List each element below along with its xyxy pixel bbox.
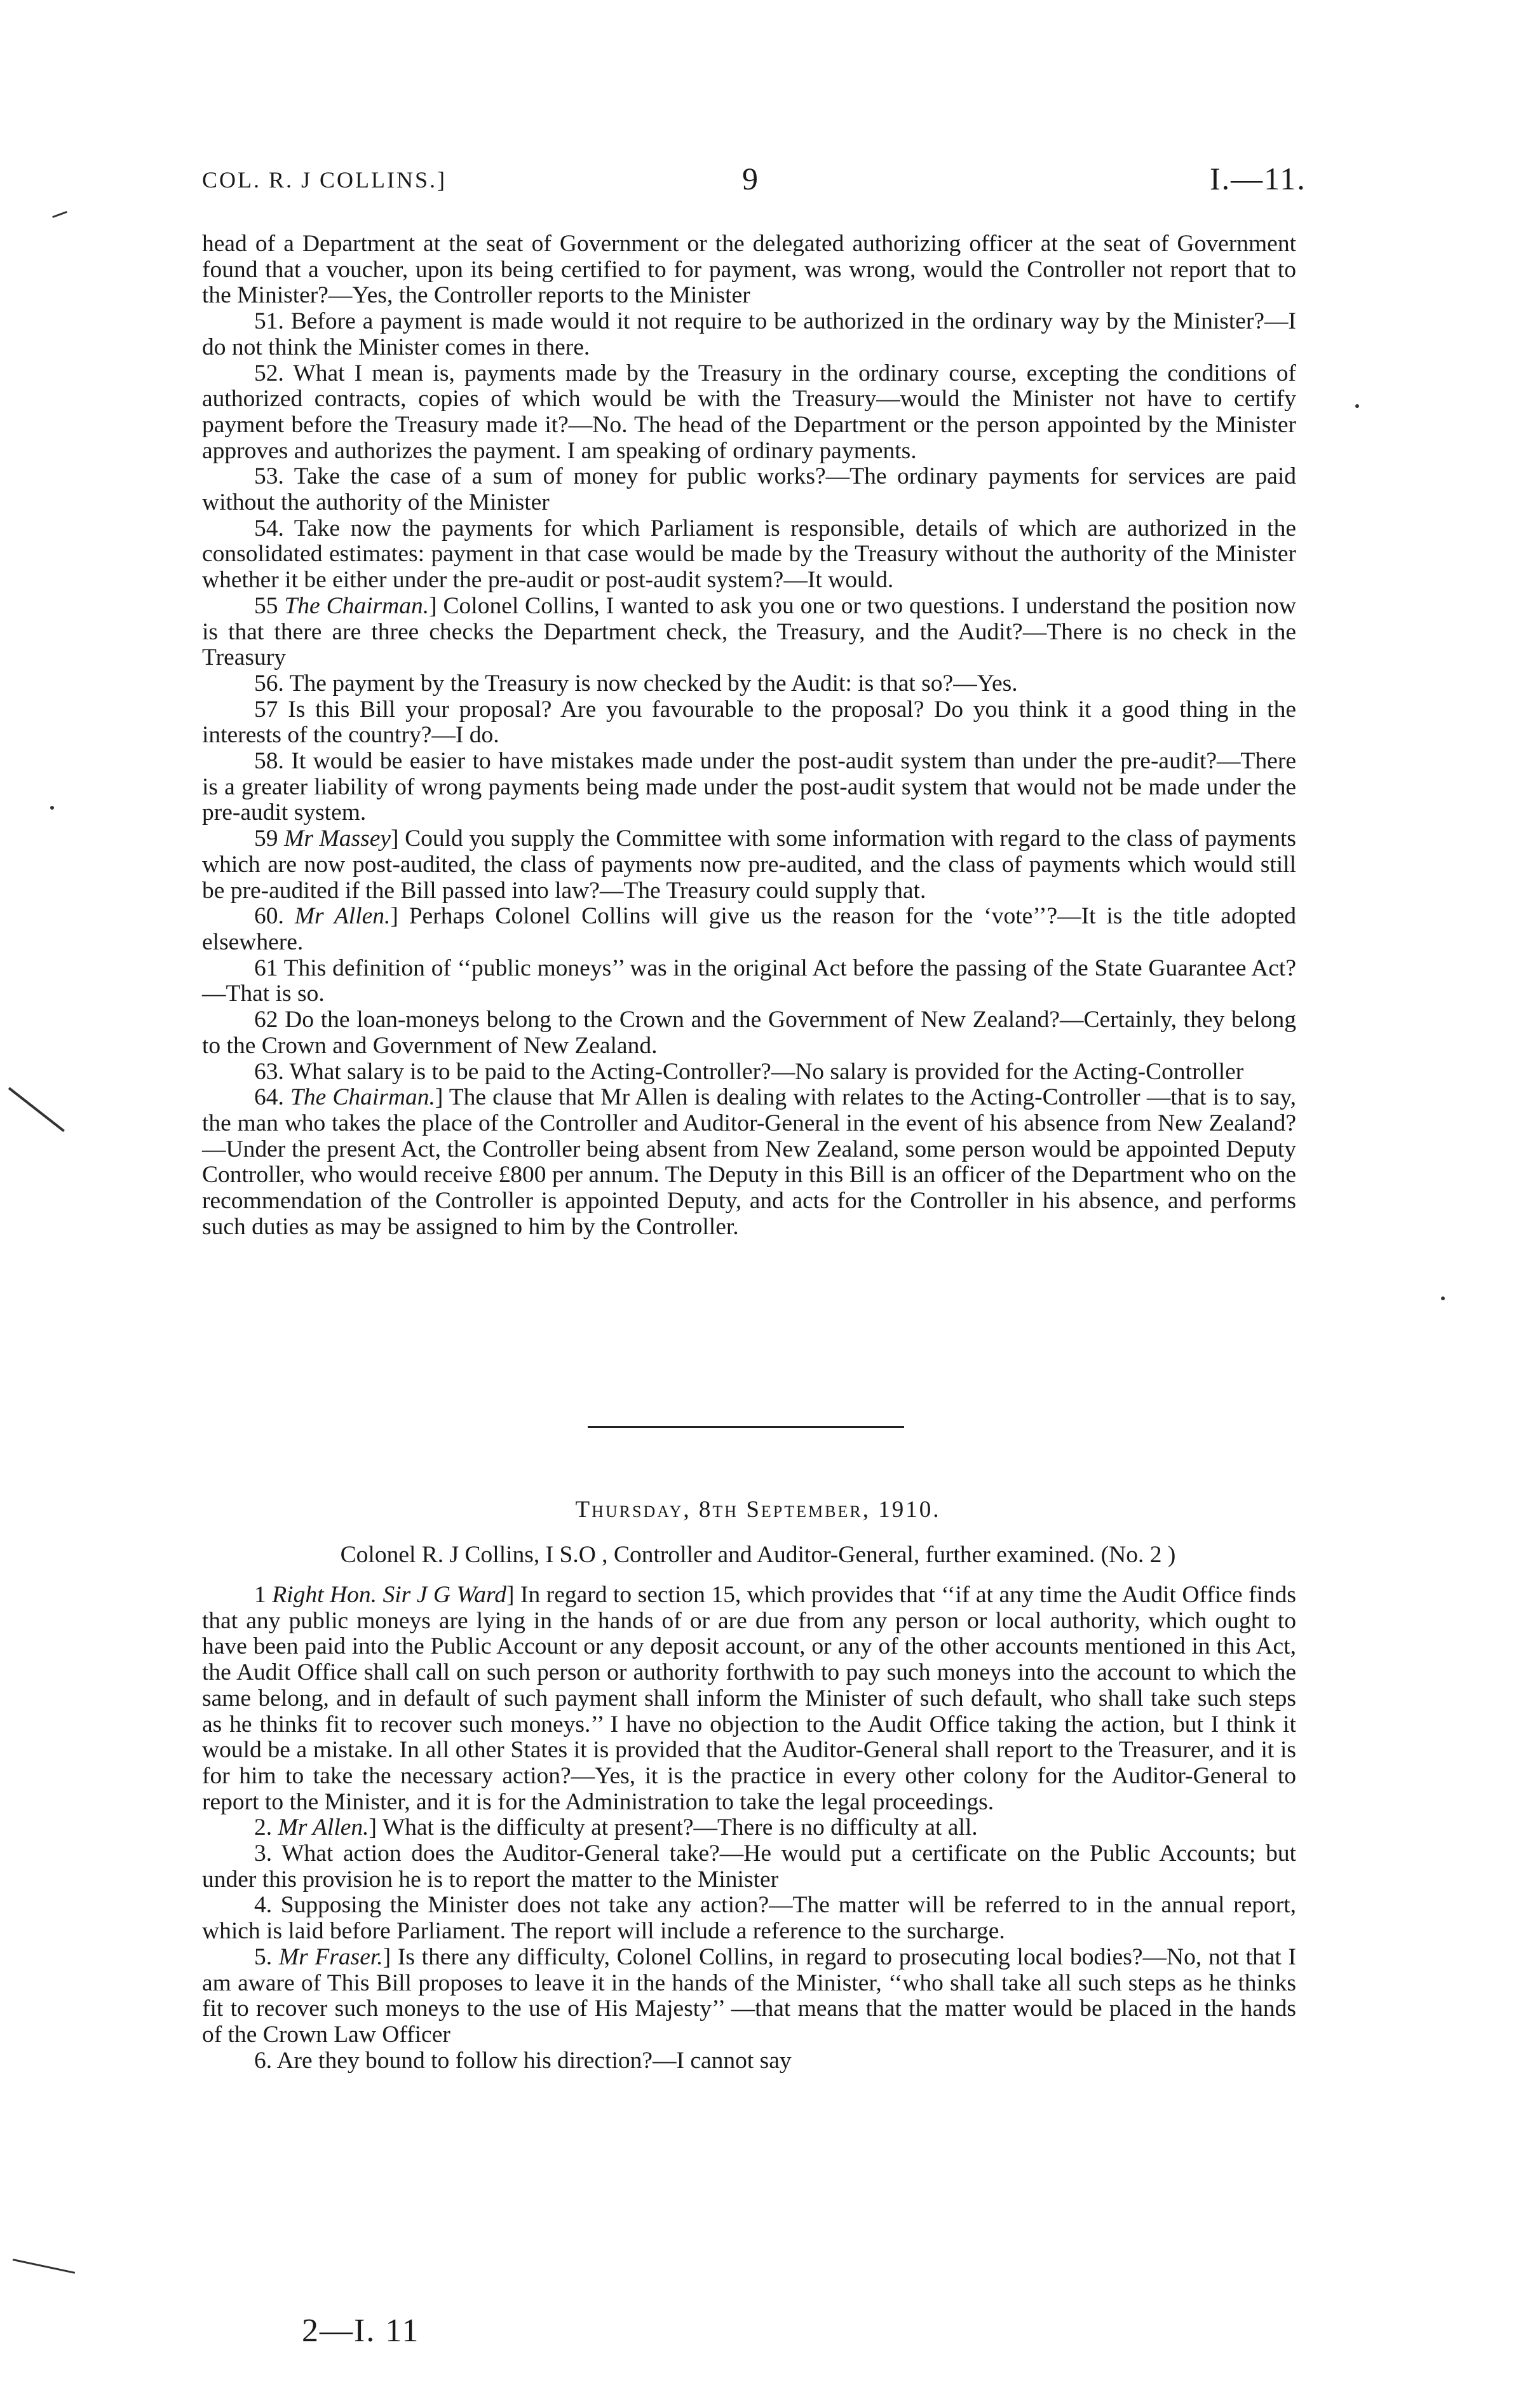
paragraph-text: This definition of ‘‘public moneys’’ was in the original Act before the passing of the State Guarantee Act?—That is so. [202, 955, 1296, 1007]
paragraph-text: What salary is to be paid to the Acting-Controller?—No salary is provided for the Acting-Controller [289, 1058, 1244, 1085]
question-paragraph [202, 1815, 1296, 1841]
question-paragraph [202, 749, 1296, 826]
paragraph-text: Are they bound to follow his direction?—I cannot say [276, 2047, 792, 2074]
question-number: 4. [254, 1892, 281, 1919]
question-paragraph [202, 464, 1296, 515]
scan-mark [1441, 1296, 1445, 1300]
section-divider [588, 1426, 904, 1428]
paragraph-text: ] What is the difficulty at present?—There is no difficulty at all. [369, 1814, 978, 1841]
paragraph-text: Do the loan-moneys belong to the Crown and the Government of New Zealand?—Certainly, they belong to the Crown and Government of New Zealand. [202, 1007, 1297, 1059]
question-number: 53. [254, 463, 294, 490]
speaker-name: Mr Allen. [278, 1814, 369, 1841]
question-paragraph [202, 904, 1296, 955]
speaker-name: Mr Fraser. [278, 1943, 383, 1970]
paragraph-text: Before a payment is made would it not require to be authorized in the ordinary way by the Minister?—I do not think the Minister comes in there. [202, 308, 1297, 360]
question-paragraph [202, 309, 1296, 360]
question-number: 63. [254, 1058, 290, 1085]
question-number: 1 [254, 1582, 273, 1608]
paragraph-text: ] Is there any difficulty, Colonel Collins, in regard to prosecuting local bodies?—No, not that I am aware of This Bill proposes to leave it in the hands of the Minister, ‘‘who shall take all such steps as he thinks fit to recover such moneys to the use of His Majesty’’ —that means that the matter would be placed in the hands of the Crown Law Officer [202, 1943, 1296, 2048]
paragraph-text: Take now the payments for which Parliament is responsible, details of which are authorized in the consolidated estimates: payment in that case would be made by the Treasury without the authority of the Minister whether it be either under the pre-audit or post-audit system?—It would. [202, 515, 1296, 594]
paragraph-text: What action does the Auditor-General take?—He would put a certificate on the Public Accounts; but under this provision he is to report the matter to the Minister [202, 1840, 1296, 1893]
question-paragraph [202, 1059, 1296, 1085]
paragraph-text: ] The clause that Mr Allen is dealing with relates to the Acting-Controller —that is to say, the man who takes the place of the Controller and Auditor-General in the event of his absence from New Zealand?—Under the present Act, the Controller being absent from New Zealand, some person would be appointed Deputy Controller, who would receive £800 per annum. The Deputy in this Bill is an officer of the Department who on the recommendation of the Controller is appointed Deputy, and acts for the Controller in his absence, and performs such duties as may be assigned to him by the Controller. [202, 1084, 1296, 1240]
question-paragraph [202, 231, 1296, 309]
paragraph-text: head of a Department at the seat of Government or the delegated authorizing officer at the seat of Government found that a voucher, upon its being certified to for payment, was wrong, would the Controller not report that to the Minister?—Yes, the Controller reports to the Minister [202, 231, 1296, 309]
paragraph-text: Take the case of a sum of money for public works?—The ordinary payments for services are paid without the authority of the Minister [202, 463, 1296, 516]
question-paragraph [202, 1893, 1296, 1944]
question-paragraph [202, 1085, 1296, 1240]
question-paragraph [202, 826, 1296, 904]
question-paragraph [202, 1007, 1296, 1059]
witness-line: Colonel R. J Collins, I S.O , Controller and Auditor-General, further examined. (No. 2 ) [340, 1542, 1176, 1568]
speaker-name: The Chairman. [284, 592, 430, 619]
question-paragraph [202, 1582, 1296, 1815]
question-number: 55 [254, 592, 285, 619]
scan-mark [52, 211, 67, 218]
paragraph-text: Is this Bill your proposal? Are you favourable to the proposal? Do you think it a good thing in the interests of the country?—I do. [202, 696, 1296, 749]
speaker-name: Mr Massey [284, 826, 391, 852]
date-heading: Thursday, 8th September, 1910. [575, 1497, 941, 1523]
scan-mark [13, 2259, 75, 2274]
paragraph-text: What I mean is, payments made by the Treasury in the ordinary course, excepting the conditions of authorized contracts, copies of which would be with the Treasury—would the Minister not have to certify payment before the Treasury made it?—No. The head of the Department or the person appointed by the Minister approves and authorizes the payment. I am speaking of ordinary payments. [202, 360, 1296, 464]
question-number: 6. [254, 2047, 277, 2074]
paragraph-text: ] Could you supply the Committee with some information with regard to the class of payments which are now post-audited, the class of payments now pre-audited, and the class of payments which would still be pre-audited if the Bill passed into law?—The Treasury could supply that. [202, 826, 1297, 904]
speaker-name: Right Hon. Sir J G Ward [272, 1582, 506, 1608]
paragraph-text: It would be easier to have mistakes made under the post-audit system than under the pre-audit?—There is a greater liability of wrong payments being made under the post-audit system that would not be made under the pre-audit system. [202, 748, 1296, 826]
question-number: 5. [254, 1943, 279, 1970]
scan-mark [8, 1087, 65, 1132]
minutes-section-1 [202, 231, 1296, 1240]
question-number: 64. [254, 1084, 290, 1111]
question-number: 59 [254, 826, 285, 852]
question-number: 54. [254, 515, 294, 541]
paragraph-text: ] In regard to section 15, which provides that ‘‘if at any time the Audit Office finds that any public moneys are lying in the hands of or are due from any person or local authority, which ought to have been paid into the Public Account or any deposit account, or any of the other accounts mentioned in this Act, the Audit Office shall call on such person or authority forthwith to pay such moneys into the account to which the same belong, and in default of such payment shall inform the Minister of such default, who shall take such steps as he thinks fit to recover such moneys.’’ I have no objection to the Audit Office taking the action, but I think it would be a mistake. In all other States it is provided that the Auditor-General shall report to the Treasurer, and it is for him to take the necessary action?—Yes, it is the practice in every other colony for the Auditor-General to report to the Minister, and it is for the Administration to take the legal proceedings. [202, 1582, 1297, 1815]
question-paragraph [202, 956, 1296, 1007]
question-number: 56. [254, 670, 290, 697]
scan-mark [1355, 404, 1359, 408]
paragraph-text: ] Colonel Collins, I wanted to ask you one or two questions. I understand the position now is that there are three checks the Department check, the Treasury, and the Audit?—There is no check in the Treasury [202, 592, 1296, 671]
minutes-section-2 [202, 1582, 1296, 2074]
question-paragraph [202, 594, 1296, 671]
question-paragraph [202, 361, 1296, 465]
question-paragraph [202, 516, 1296, 594]
running-header-right: I.—11. [1210, 161, 1306, 196]
question-paragraph [202, 1945, 1296, 2048]
running-header-left: COL. R. J COLLINS.] [202, 167, 447, 193]
signature-footer: 2—I. 11 [302, 2313, 420, 2349]
paragraph-text: The payment by the Treasury is now checked by the Audit: is that so?—Yes. [289, 670, 1018, 697]
question-number: 57 [254, 696, 288, 723]
paragraph-text: ] Perhaps Colonel Collins will give us the reason for the ‘vote’’?—It is the title adopted elsewhere. [202, 903, 1297, 955]
scan-mark [50, 806, 54, 810]
question-number: 52. [254, 360, 294, 386]
question-number: 60. [254, 903, 295, 930]
question-number: 62 [254, 1007, 285, 1033]
question-number: 58. [254, 748, 292, 775]
question-number: 2. [254, 1814, 278, 1841]
question-paragraph [202, 671, 1296, 697]
page-number: 9 [742, 161, 759, 196]
question-paragraph [202, 697, 1296, 749]
question-paragraph [202, 1841, 1296, 1893]
question-number: 51. [254, 308, 291, 335]
question-number: 61 [254, 955, 284, 981]
question-number: 3. [254, 1840, 282, 1867]
speaker-name: Mr Allen. [294, 903, 391, 930]
speaker-name: The Chairman. [290, 1084, 435, 1111]
question-paragraph [202, 2048, 1296, 2074]
paragraph-text: Supposing the Minister does not take any action?—The matter will be referred to in the annual report, which is laid before Parliament. The report will include a reference to the surcharge. [202, 1892, 1296, 1945]
